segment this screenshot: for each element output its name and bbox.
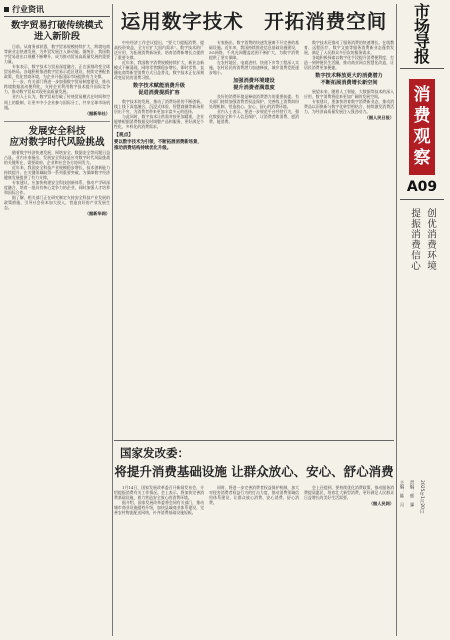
lead-paragraph: 各地积极探索以数字化手段提升消费便利度，打造一刻钟便民生活圈，推动商业网点智慧化改造，让居民消费更加便捷。	[304, 55, 394, 71]
lead-column-1	[114, 40, 204, 151]
story2-byline: （据新华网）	[84, 211, 110, 217]
masthead-char: 报	[413, 47, 430, 66]
lead-paragraph: 良好的消费环境是释放消费潜力的重要前提。有关部门持续加强消费者权益保护，完善线上消费纠纷处理机制，营造放心、安心、舒心的消费环境。	[209, 93, 299, 110]
lead-paragraph: 专家建议，要加快培育数字消费新业态，推动消费品以旧换新与数字化转型相结合，持续激发消费活力，为经济高质量发展注入强劲动力。	[304, 98, 394, 115]
divider	[400, 199, 444, 200]
second-paragraph: 1月14日，国家发展改革委召开新闻发布会，介绍提振消费有关工作情况。会上表示，将加快完善消费基础设施，着力营造安全放心的消费环境。	[114, 485, 204, 501]
section-tag	[4, 4, 110, 17]
right-column	[398, 4, 446, 636]
column-name-char: 费	[413, 106, 431, 126]
quote-label: 【观点】	[114, 133, 134, 139]
divider	[4, 121, 110, 122]
second-story	[114, 440, 394, 637]
story1-paragraph: 下一步，有关部门将进一步加强数字贸易制度建设，推动跨境数据流动便利化，支持企业利用数字技术提升国际竞争力，推动数字贸易实现更高质量发展。	[4, 79, 110, 95]
lead-column-2	[209, 40, 299, 151]
second-paragraph: 同时，将进一步完善消费者权益保护机制，加大对侵害消费者权益行为的打击力度，推动消费领域信用体系建设，让群众放心消费、安心消费、舒心消费。	[209, 485, 299, 506]
story2-headline[interactable]	[4, 126, 110, 148]
story1-headline-line2: 进入新阶段	[34, 31, 80, 42]
subhead-1	[114, 83, 204, 97]
story1-byline: （据新华社）	[84, 110, 110, 116]
editor-info: 责编：邢 霁	[409, 480, 414, 507]
page-number: A09	[406, 179, 438, 195]
lead-paragraph: 数字技术还推动了服务消费的快速增长。在线教育、远程医疗、数字文旅等服务消费新业态蓬勃发展，满足了人民群众多层次的服务需求。	[304, 40, 394, 56]
second-paragraph: 会上还提到，要持续优化消费政策，推动服务消费提质惠民，培育壮大新型消费，更好满足人民群众日益增长的美好生活需要。	[304, 485, 394, 501]
column-name-char: 消	[413, 85, 431, 105]
second-story-kicker: 国家发改委：	[120, 446, 189, 460]
lead-column-3	[304, 40, 394, 151]
lead-paragraph: 近年来，我国数字消费规模持续扩大，新业态新模式不断涌现。网络零售额稳步增长，即时零售、直播电商等新型消费方式日益普及，数字技术正在深刻改变居民的消费习惯。	[114, 60, 204, 81]
lead-paragraph: 数字技术的发展，推动了消费场景的不断创新。线上线下深度融合，沉浸式体验、智慧商圈等新场景层出不穷，为消费者带来更加丰富多元的选择。	[114, 98, 204, 115]
slogan-line2: 提振消费信心	[409, 208, 420, 271]
subhead-3-line1: 数字技术释放更大的消费潜力	[315, 73, 383, 80]
story2-paragraph: 专家建议，应加快构建安全科技创新体系，推动产学研深度融合，培育一批具有核心竞争力的企业，同时加强人才培养和国际合作。	[4, 179, 110, 195]
second-story-headline[interactable]: 将提升消费基础设施 让群众放心、安心、舒心消费	[114, 464, 394, 479]
masthead-char: 市	[413, 2, 430, 21]
issue-date: 2025年1月20日	[419, 480, 424, 514]
column-name-block	[409, 79, 435, 175]
divider	[400, 68, 444, 69]
lead-story-columns	[114, 40, 394, 151]
second-column-3	[304, 485, 394, 515]
square-bullet-icon	[4, 7, 9, 12]
story2-paragraph: 随着数字经济快速发展，网络安全、数据安全等问题日益凸显。业内专家指出，发展安全科技是应对数字时代风险挑战的关键所在，需要政府、企业和社会各方协同发力。	[4, 149, 110, 165]
quote-text: 要以数字技术为引领，不断拓展消费新场景，推动消费结构持续优化升级。	[114, 140, 202, 151]
lead-byline: （据人民日报）	[364, 115, 394, 121]
main-area	[114, 4, 394, 636]
story1-paragraph: 专家表示，数字技术与贸易深度融合，正在深刻改变全球贸易格局。各地积极推进数字贸易示范区建设，持续完善配套政策，优化营商环境，为企业开拓国际市场提供有力支撑。	[4, 64, 110, 80]
column-name-char: 察	[413, 148, 431, 168]
slogan-line1: 创优消费环境	[425, 208, 436, 271]
lead-headline[interactable]: 运用数字技术 开拓消费空间	[120, 10, 388, 33]
second-story-columns	[114, 485, 394, 515]
column-divider	[112, 4, 113, 636]
lead-paragraph: 与此同时，数字技术让供需对接更加精准，企业能够根据消费数据及时调整产品和服务，更好满足个性化、多样化的消费需求。	[114, 114, 204, 130]
masthead-char: 导	[413, 32, 430, 51]
subhead-1-line2: 促进消费提质扩容	[138, 90, 180, 97]
lead-paragraph: 在农村地区，电商进村、快递下乡等工程深入实施，农村居民的消费潜力加速释放，城乡消费差距逐步缩小。	[209, 60, 299, 76]
masthead-char: 场	[413, 17, 430, 36]
subhead-2-line2: 提升消费者满意度	[233, 85, 275, 92]
story1-paragraph: 日前，从商务部获悉，数字贸易规模持续扩大，跨境电商等新业态快速发展，为外贸发展注入新动能。据统计，我国数字贸易进出口规模不断攀升，成为推动贸易高质量发展的重要力量。	[4, 44, 110, 65]
story1-headline-line1: 数字贸易打破传统模式	[11, 20, 103, 31]
section-tag-label: 行业资讯	[12, 5, 44, 14]
second-column-1	[114, 485, 204, 515]
column-name-char: 观	[413, 127, 431, 147]
story2-paragraph: 据了解，相关部门正在研究制定支持安全科技产业发展的政策措施，引导社会资本加大投入，营造良好的产业发展生态。	[4, 195, 110, 211]
second-byline: （据人民网）	[368, 501, 394, 507]
masthead-logo	[398, 4, 446, 64]
column-divider	[396, 4, 397, 636]
story1-paragraph: 业内人士认为，数字贸易打破了传统贸易模式在时间和空间上的限制，让更多中小企业参与国际分工，共享全球市场机遇。	[4, 94, 110, 110]
subhead-3-line2: 不断拓展消费增长新空间	[320, 80, 378, 87]
slogan	[398, 208, 446, 271]
story2-paragraph: 近年来，我国安全科技产业规模稳步增长，技术创新能力持续提升，在关键领域取得一系列重要突破，为保障数字经济健康发展提供了有力支撑。	[4, 164, 110, 180]
story2-headline-line1: 发展安全科技	[28, 125, 86, 137]
lead-paragraph: 中央经济工作会议提出，“要大力提振消费、提高投资效益，全方位扩大国内需求”。数字技术的广泛应用，为拓展消费新场景、培育消费新增长点提供了重要支撑。	[114, 40, 204, 61]
editor-info: 主编：陈 月	[399, 480, 404, 507]
story1-headline[interactable]	[4, 20, 110, 42]
left-column	[4, 4, 110, 636]
lead-paragraph: 业内人士表示，要进一步规范平台经营行为，强化数据安全和个人信息保护，让消费者敢消费、愿消费、能消费。	[209, 109, 299, 125]
second-column-2	[209, 485, 299, 515]
lead-paragraph: 专家指出，数字消费的快速发展离不开完善的基础设施。近年来，我国持续推进信息基础设施建设，5G网络、千兆光网覆盖范围不断扩大，为数字消费提供了坚实保障。	[209, 40, 299, 61]
subhead-3	[304, 73, 394, 87]
story2-headline-line2: 应对数字时代风险挑战	[9, 136, 105, 148]
subhead-1-line1: 数字技术赋能消费升级	[133, 83, 185, 90]
subhead-2-line1: 加强消费环境建设	[233, 78, 275, 85]
subhead-2	[209, 78, 299, 92]
second-paragraph: 据介绍，国家发展改革委将会同有关部门，推动城市商业设施提档升级，加快县域商业体系建设，完善农村物流配送网络，补齐消费基础设施短板。	[114, 500, 204, 516]
lead-paragraph: 展望未来，随着人工智能、大数据等技术的深入应用，数字消费将迎来更加广阔的发展空间。	[304, 88, 394, 99]
